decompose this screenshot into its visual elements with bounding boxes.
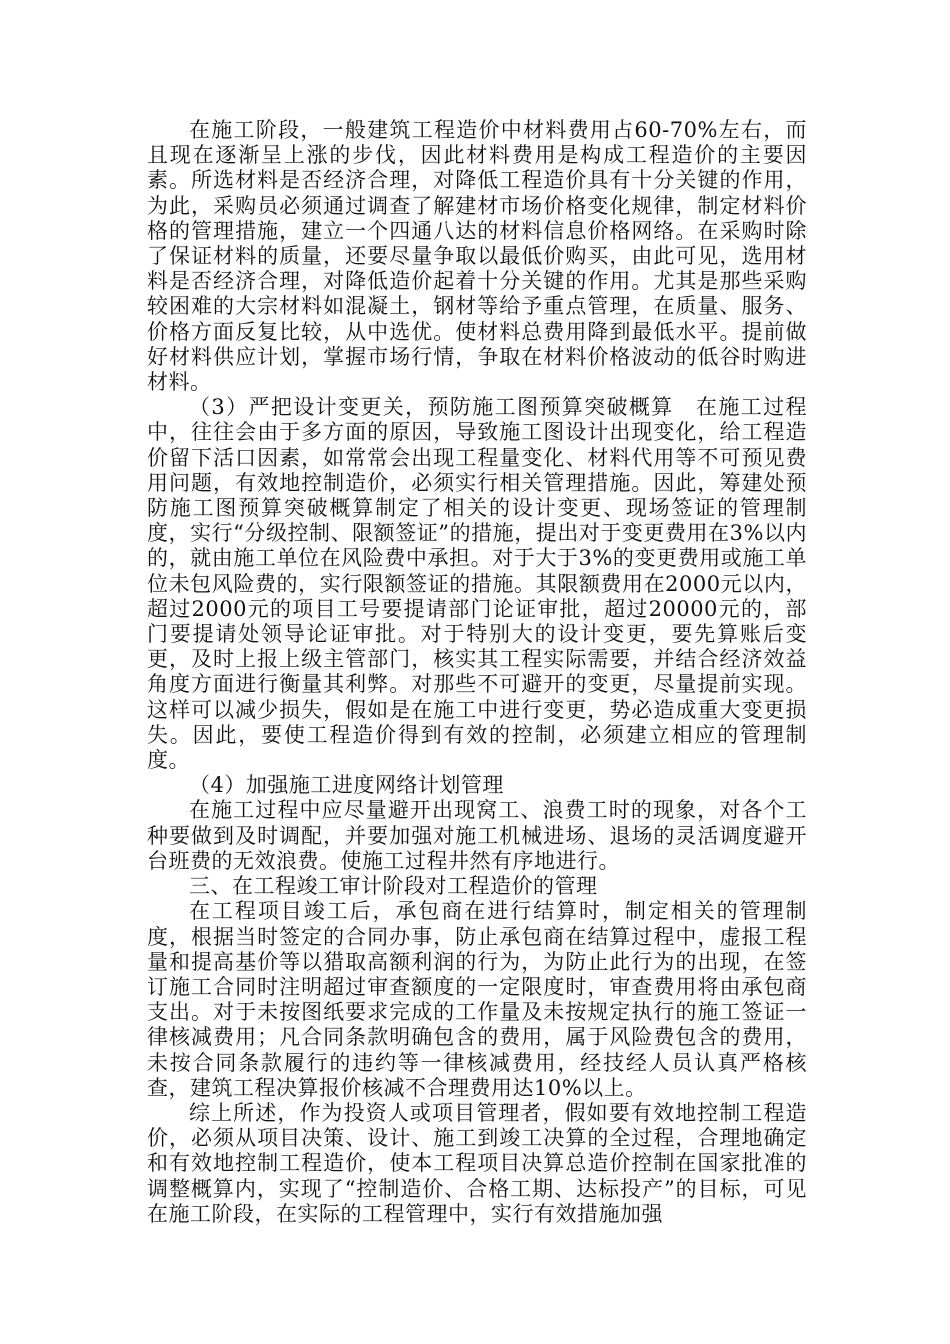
heading-schedule-network: （4）加强施工进度网络计划管理 [189,773,504,798]
paragraph-summary: 综上所述，作为投资人或项目管理者，假如要有效地控制工程造价，必须从项目决策、设计、施工到竣工决算的全过程，合理地确定和有效地控制工程造价，使本工程项目决算总造价控制在国家批准的调整概算内，实现了“控制造价、合格工期、达标投产”的目标，可见在施工阶段，在实际的工程管理中，实行有效措施加强 [147,1100,807,1226]
heading-completion-audit: 三、在工程竣工审计阶段对工程造价的管理 [189,874,598,899]
paragraph-design-change: （3）严把设计变更关，预防施工图预算突破概算 在施工过程中，往往会由于多方面的原因，导致施工图设计出现变化，给工程造价留下活口因素，如常常会出现工程量变化、材料代用等不可预见费用问题，有效地控制造价，必须实行相关管理措施。因此，筹建处预防施工图预算突破概算制定了相关的设计变更、现场签证的管理制度，实行“分级控制、限额签证”的措施，提出对于变更费用在3%以内的，就由施工单位在风险费中承担。对于大于3%的变更费用或施工单位未包风险费的，实行限额签证的措施。其限额费用在2000元以内，超过2000元的项目工号要提请部门论证审批，超过20000元的，部门要提请处领导论证审批。对于特别大的设计变更，要先算账后变更，及时上报上级主管部门，核实其工程实际需要，并结合经济效益角度方面进行衡量其利弊。对那些不可避开的变更，尽量提前实现。这样可以减少损失，假如是在施工中进行变更，势必造成重大变更损失。因此，要使工程造价得到有效的控制，必须建立相应的管理制度。 [147,395,807,773]
paragraph-material-cost: 在施工阶段，一般建筑工程造价中材料费用占60-70%左右，而且现在逐渐呈上涨的步伐，因此材料费用是构成工程造价的主要因素。所选材料是否经济合理，对降低工程造价具有十分关键的作用，为此，采购员必须通过调查了解建材市场价格变化规律，制定材料价格的管理措施，建立一个四通八达的材料信息价格网络。在采购时除了保证材料的质量，还要尽量争取以最低价购买，由此可见，选用材料是否经济合理，对降低造价起着十分关键的作用。尤其是那些采购较困难的大宗材料如混凝土，钢材等给予重点管理，在质量、服务、价格方面反复比较，从中选优。使材料总费用降到最低水平。提前做好材料供应计划，掌握市场行情，争取在材料价格波动的低谷时购进材料。 [147,118,807,395]
paragraph-construction-process: 在施工过程中应尽量避开出现窝工、浪费工时的现象，对各个工种要做到及时调配，并要加强对施工机械进场、退场的灵活调度避开台班费的无效浪费。使施工过程井然有序地进行。 [147,798,807,873]
document-body [147,118,807,1227]
paragraph-settlement: 在工程项目竣工后，承包商在进行结算时，制定相关的管理制度，根据当时签定的合同办事，防止承包商在结算过程中，虚报工程量和提高基价等以猎取高额利润的行为，为防止此行为的出现，在签订施工合同时注明超过审查额度的一定限度时，审查费用将由承包商支出。对于未按图纸要求完成的工作量及未按规定执行的施工签证一律核减费用；凡合同条款明确包含的费用，属于风险费包含的费用，未按合同条款履行的违约等一律核减费用，经技经人员认真严格核查，建筑工程决算报价核减不合理费用达10%以上。 [147,899,807,1100]
